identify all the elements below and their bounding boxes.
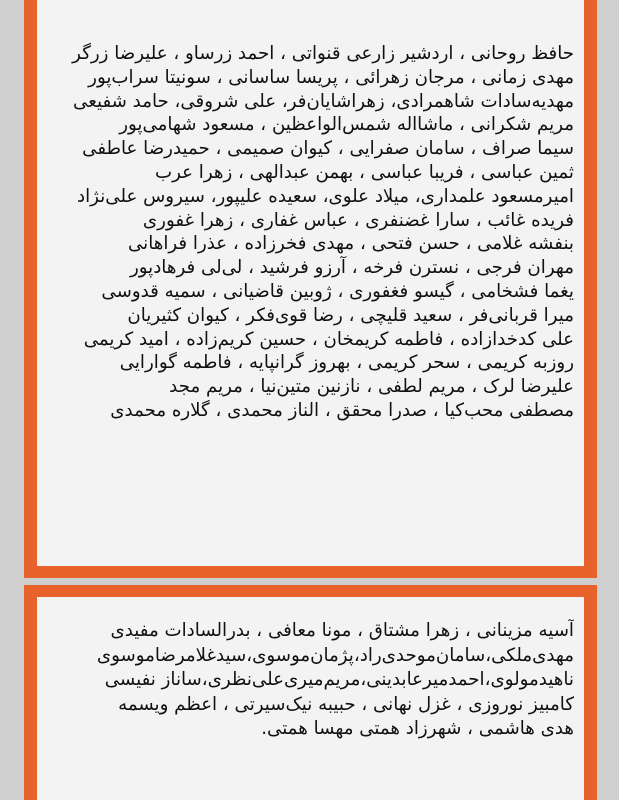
names-line: مصطفی محب‌کیا ، صدرا محقق ، الناز محمدی ، گلاره محمدی: [110, 399, 574, 421]
names-line: ناهیدمولوی،احمدمیرعابدینی،مریم‌میری‌علی‌نظری،ساناز نفیسی: [104, 669, 574, 690]
names-line: آسیه مزینانی ، زهرا مشتاق ، مونا معافی ، بدرالسادات مفیدی: [110, 620, 574, 641]
names-line: روزبه کریمی ، سحر کریمی ، بهروز گرانپایه ، فاطمه گوارایی: [119, 352, 574, 374]
names-list-top: [43, 42, 574, 423]
names-panel-bottom: [24, 585, 597, 800]
names-line: مریم شکرانی ، ماشااله شمس‌الواعظین ، مسعود شهامی‌پور: [119, 114, 574, 136]
names-line: فریده غائب ، سارا غضنفری ، عباس غفاری ، زهرا غفوری: [142, 209, 574, 231]
names-line: مهران فرجی ، نسترن فرخه ، آرزو فرشید ، لی‌لی فرهادپور: [129, 257, 574, 279]
names-line: کامبیز نوروزی ، غزل نهانی ، حبیبه نیک‌سیرتی ، اعظم ویسمه: [118, 693, 574, 715]
names-line: میرا قربانی‌فر ، سعید قلیچی ، رضا قوی‌فکر ، کیوان کثیریان: [127, 304, 574, 326]
names-line: بنفشه غلامی ، حسن فتحی ، مهدی فخرزاده ، عذرا فراهانی: [127, 233, 574, 255]
names-panel-top: [24, 0, 597, 578]
names-line: مهدی‌ملکی،سامان‌موحدی‌راد،پژمان‌موسوی،سیدغلامرضاموسوی: [96, 644, 574, 666]
names-line: علی کدخدازاده ، فاطمه کریمخان ، حسین کریم‌زاده ، امید کریمی: [83, 328, 574, 350]
names-line: علیرضا لرک ، مریم لطفی ، نازنین متین‌نیا ، مریم مجد: [169, 376, 574, 398]
names-line: امیرمسعود علمداری، میلاد علوی، سعیده علیپور، سیروس علی‌نژاد: [77, 185, 574, 207]
names-line: مهدی زمانی ، مرجان زهرائی ، پریسا ساسانی ، سونیتا سراب‌پور: [88, 66, 574, 88]
names-line: ثمین عباسی ، فریبا عباسی ، بهمن عبدالهی ، زهرا عرب: [154, 161, 574, 183]
names-line: یغما فشخامی ، گیسو فغفوری ، ژوبین قاضیانی ، سمیه قدوسی: [101, 280, 574, 302]
names-line: حافظ روحانی ، اردشیر زارعی قنواتی ، احمد زرساو ، علیرضا زرگر: [72, 43, 574, 64]
names-line: سیما صراف ، سامان صفرایی ، کیوان صمیمی ، حمیدرضا عاطفی: [82, 138, 574, 160]
names-line: هدی هاشمی ، شهرزاد همتی مهسا همتی.: [261, 718, 574, 739]
names-list-bottom: [43, 619, 574, 742]
names-line: مهدیه‌سادات شاهمرادی، زهراشایان‌فر، علی شروقی، حامد شفیعی: [73, 90, 574, 112]
